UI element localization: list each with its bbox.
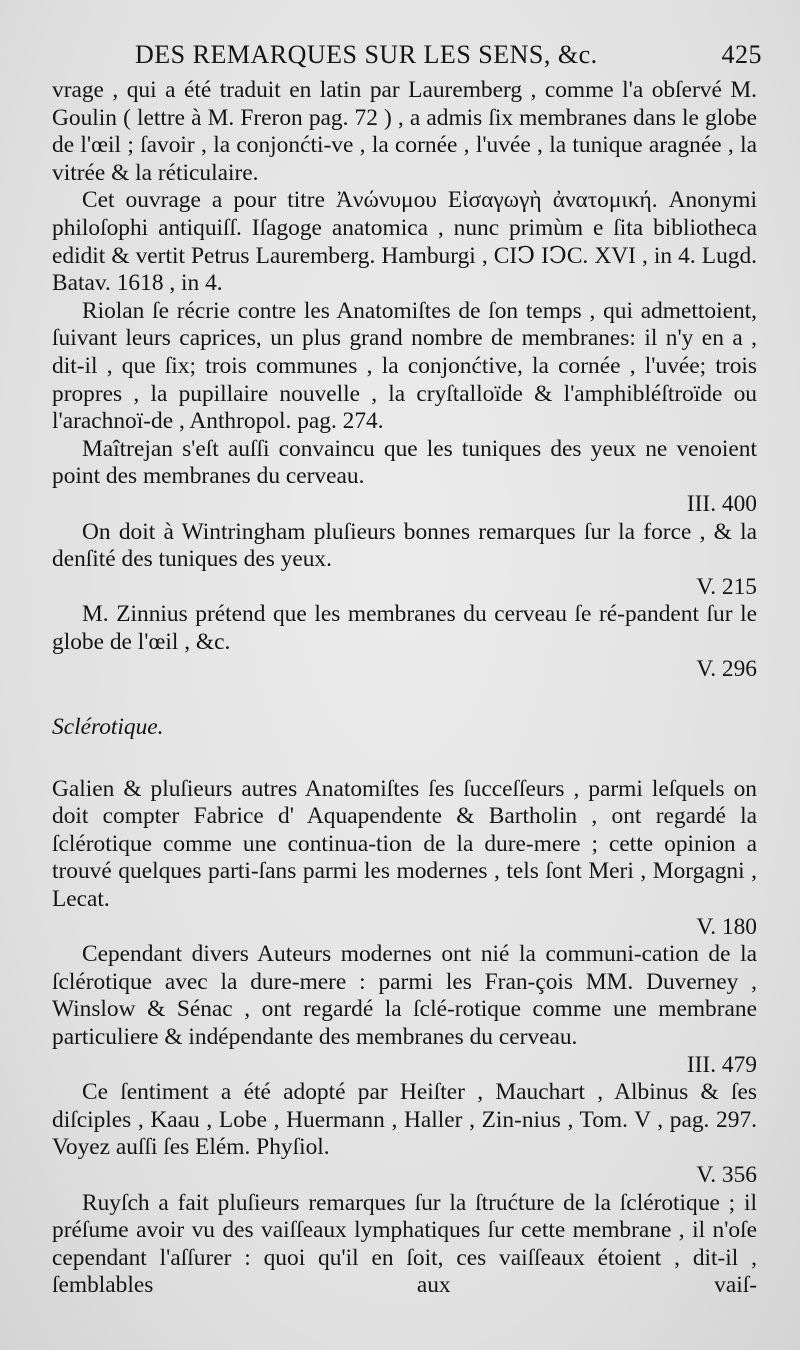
volume-reference: V. 215 [696,573,757,600]
volume-reference: V. 296 [696,656,757,683]
paragraph-title-note: Cet ouvrage a pour titre Ἀνώνυμου Εἰσαγωγὴ ἀνατομική. Anonymi philoſophi antiquiſſ. Iſagoge anatomica , nunc primùm e ſita bibliotheca edidit & vertit Petrus Lauremberg. Hamburgi , CIↃ IↃC. XVI , in 4. Lugd. Batav. 1618 , in 4. [52,187,757,297]
paragraph-ruysch: Ruyſch a fait pluſieurs remarques ſur la ſtrućture de la ſclérotique ; il préſume avoir vu des vaiſſeaux lymphatiques ſur cette membrane , il n'oſe cependant l'aſſurer : quoi qu'il en ſoit, ces vaiſſeaux étoient , dit-il , ſemblables aux vaiſ- [52,1189,757,1299]
paragraph-maitrejan [52,436,757,519]
paragraph-riolan: Riolan ſe récrie contre les Anatomiſtes de ſon temps , qui admettoient, ſuivant leurs caprices, un plus grand nombre de membranes: il n'y en a , dit-il , que ſix; trois communes , la conjonćtive, la cornée , l'uvée; trois propres , la pupillaire nouvelle , la cryſtalloïde & l'amphibléſtroïde ou l'arachnoï-de , Anthropol. pag. 274. [52,297,757,435]
volume-reference: V. 180 [696,913,757,940]
volume-reference: III. 479 [686,1051,757,1078]
paragraph-cependant [52,941,757,1079]
paragraph-text: Ce ſentiment a été adopté par Heiſter , Mauchart , Albinus & ſes diſciples , Kaau , Lobe , Huermann , Haller , Zin-nius , Tom. V , pag. 297. Voyez auſſi ſes Elém. Phyſiol. [52,1079,757,1161]
section-heading: Sclérotique. [52,714,164,741]
page-number: 425 [721,40,762,69]
volume-reference: III. 400 [686,490,757,517]
running-title: DES REMARQUES SUR LES SENS, &c. [135,40,598,69]
paragraph-text: M. Zinnius prétend que les membranes du cerveau ſe ré-pandent ſur le globe de l'œil , &c. [52,601,757,655]
paragraph-galien [52,776,757,942]
paragraph-zinnius [52,601,757,684]
body-text [52,77,757,1300]
paragraph-text: Cependant divers Auteurs modernes ont nié la communi-cation de la ſclérotique avec la dure-mere : parmi les Fran-çois MM. Duverney , Winslow & Sénac , ont regardé la ſclé-rotique comme une membrane particuliere & indépendante des membranes du cerveau. [52,941,757,1050]
paragraph-text: Maîtrejan s'eſt auſſi convaincu que les tuniques des yeux ne venoient point des membranes du cerveau. [52,435,757,490]
page-header [55,40,762,80]
volume-reference: V. 356 [696,1161,757,1188]
paragraph-wintringham [52,519,757,602]
paragraph-heister [52,1079,757,1189]
paragraph-continued: vrage , qui a été traduit en latin par Lauremberg , comme l'a obſervé M. Goulin ( lettre à M. Freron pag. 72 ) , a admis ſix membranes dans le globe de l'œil ; ſavoir , la conjonćti-ve , la cornée , l'uvée , la tunique aragnée , la vitrée & la réticulaire. [52,77,757,186]
paragraph-text: On doit à Wintringham pluſieurs bonnes remarques ſur la force , & la denſité des tuniques des yeux. [52,518,757,573]
paragraph-text: Galien & pluſieurs autres Anatomiſtes ſes ſucceſſeurs , parmi leſquels on doit compter Fabrice d' Aquapendente & Bartholin , ont regardé la ſclérotique comme une continua-tion de la dure-mere ; cette opinion a trouvé quelques parti-ſans parmi les modernes , tels ſont Meri , Morgagni , Lecat. [52,775,757,913]
